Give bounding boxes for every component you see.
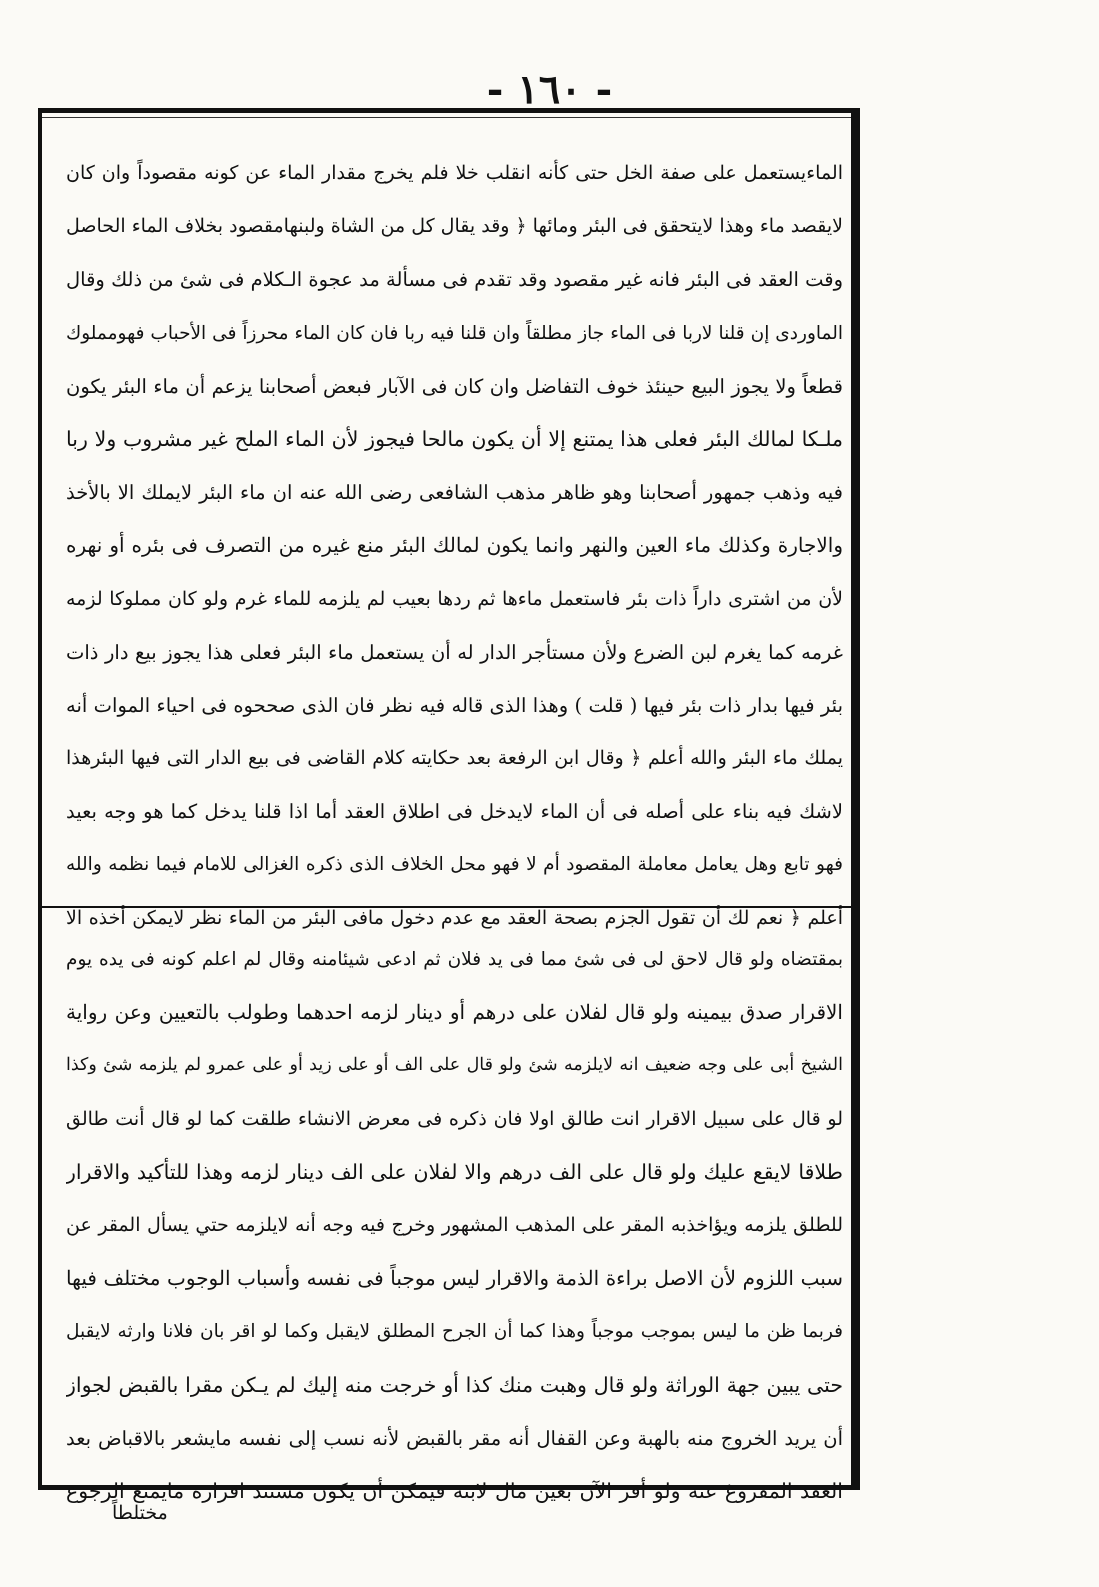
lower-text-block [66,933,843,1518]
text-line: سبب اللزوم لأن الاصل براءة الذمة والاقرار ليس موجباً فى نفسه وأسباب الوجوب مختلف فيها [66,1266,843,1291]
text-line: لأن من اشترى داراً ذات بئر فاستعمل ماءها ثم ردها بعيب لم يلزمه للماء غرم ولو كان مملوكا لزمه [66,587,843,610]
text-line: والاجارة وكذلك ماء العين والنهر وانما يكون لمالك البئر منع غيره من التصرف فى بئره أو نهره [66,533,843,558]
text-line: فهو تابع وهل يعامل معاملة المقصود أم لا فهو محل الخلاف الذى ذكره الغزالى للامام فيما نظمه والله [66,854,843,876]
text-line: يملك ماء البئر والله أعلم ﴿ وقال ابن الرفعة بعد حكايته كلام القاضى فى بيع الدار التى فيها البئرهذا [66,747,843,770]
text-line: فيه وذهب جمهور أصحابنا وهو ظاهر مذهب الشافعى رضى الله عنه ان ماء البئر لايملك الا بالأخذ [66,481,843,505]
section-divider [42,906,851,908]
text-line: الماءيستعمل على صفة الخل حتى كأنه انقلب خلا فلم يخرج مقدار الماء عن كونه مقصوداً وان كان [66,162,843,184]
text-line: قطعاً ولا يجوز البيع حينئذ خوف التفاضل وان كان فى الآبار فبعض أصحابنا يزعم أن ماء البئر يكون [66,374,843,398]
page-number: - ١٦٠ - [486,66,613,113]
text-line: العقد المفروغ عنه ولو أقر الآن بعين مال لابنه فيمكن أن يكون مستند اقراره مايمنع الرجوع [66,1478,843,1503]
upper-text-block [66,147,843,945]
text-line: للطلق يلزمه ويؤاخذبه المقر على المذهب المشهور وخرج فيه وجه أنه لايلزمه حتي يسأل المقر عن [66,1213,843,1236]
text-line: الماوردى إن قلنا لاربا فى الماء جاز مطلقاً وان قلنا فيه ربا فان كان الماء محرزاً فى الأحباب فهومملوك [66,322,843,344]
catchword: مختلطاً [112,1502,168,1524]
text-line: لايقصد ماء وهذا لايتحقق فى البئر ومائها ﴿ وقد يقال كل من الشاة ولبنهامقصود بخلاف الماء الحاصل [66,215,843,238]
text-line: وقت العقد فى البئر فانه غير مقصود وقد تقدم فى مسألة مد عجوة الـكلام فى شئ من ذلك وقال [66,268,843,292]
text-line: حتى يبين جهة الوراثة ولو قال وهبت منك كذا أو خرجت منه إليك لم يـكن مقرا بالقبض لجواز [66,1372,843,1397]
text-line: فربما ظن ما ليس بموجب موجباً وهذا كما أن الجرح المطلق لايقبل وكما لو اقر بان فلانا وارثه لايقبل [66,1321,843,1343]
text-line: لو قال على سبيل الاقرار انت طالق اولا فان ذكره فى معرض الانشاء طلقت كما لو قال أنت طالق [66,1107,843,1130]
text-line: أعلم ﴿ نعم لك أن تقول الجزم بصحة العقد مع عدم دخول مافى البئر من الماء نظر لايمكن أخذه الا [66,906,843,929]
text-line: ملـكا لمالك البئر فعلى هذا يمتنع إلا أن يكون مالحا فيجوز لأن الماء الملح غير مشروب ولا ربا [66,426,843,451]
text-frame [38,108,860,1503]
text-line: بئر فيها بدار ذات بئر فيها ( قلت ) وهذا الذى قاله فيه نظر فان الذى صححوه فى احياء الموات أنه [66,693,843,717]
text-line: الاقرار صدق بيمينه ولو قال لفلان على درهم أو دينار لزمه احدهما وطولب بالتعيين وعن رواية [66,1000,843,1025]
text-line: طلاقا لايقع عليك ولو قال على الف درهم والا لفلان على الف دينار لزمه وهذا للتأكيد والاقرار [66,1159,843,1184]
text-line: لاشك فيه بناء على أصله فى أن الماء لايدخل فى اطلاق العقد أما اذا قلنا يدخل كما هو وجه بعيد [66,800,843,824]
text-line: أن يريد الخروج منه بالهبة وعن القفال أنه مقر بالقبض لأنه نسب إلى نفسه مايشعر بالاقباض بعد [66,1426,843,1450]
text-line: بمقتضاه ولو قال لاحق لى فى شئ مما فى يد فلان ثم ادعى شيئامنه وقال لم اعلم كونه فى يده يوم [66,949,843,970]
text-line: الشيخ أبى على وجه ضعيف انه لايلزمه شئ ولو قال على الف أو على زيد أو على عمرو لم يلزمه شئ وكذا [66,1055,843,1076]
text-line: غرمه كما يغرم لبن الضرع ولأن مستأجر الدار له أن يستعمل ماء البئر فعلى هذا يجوز بيع دار ذات [66,640,843,664]
